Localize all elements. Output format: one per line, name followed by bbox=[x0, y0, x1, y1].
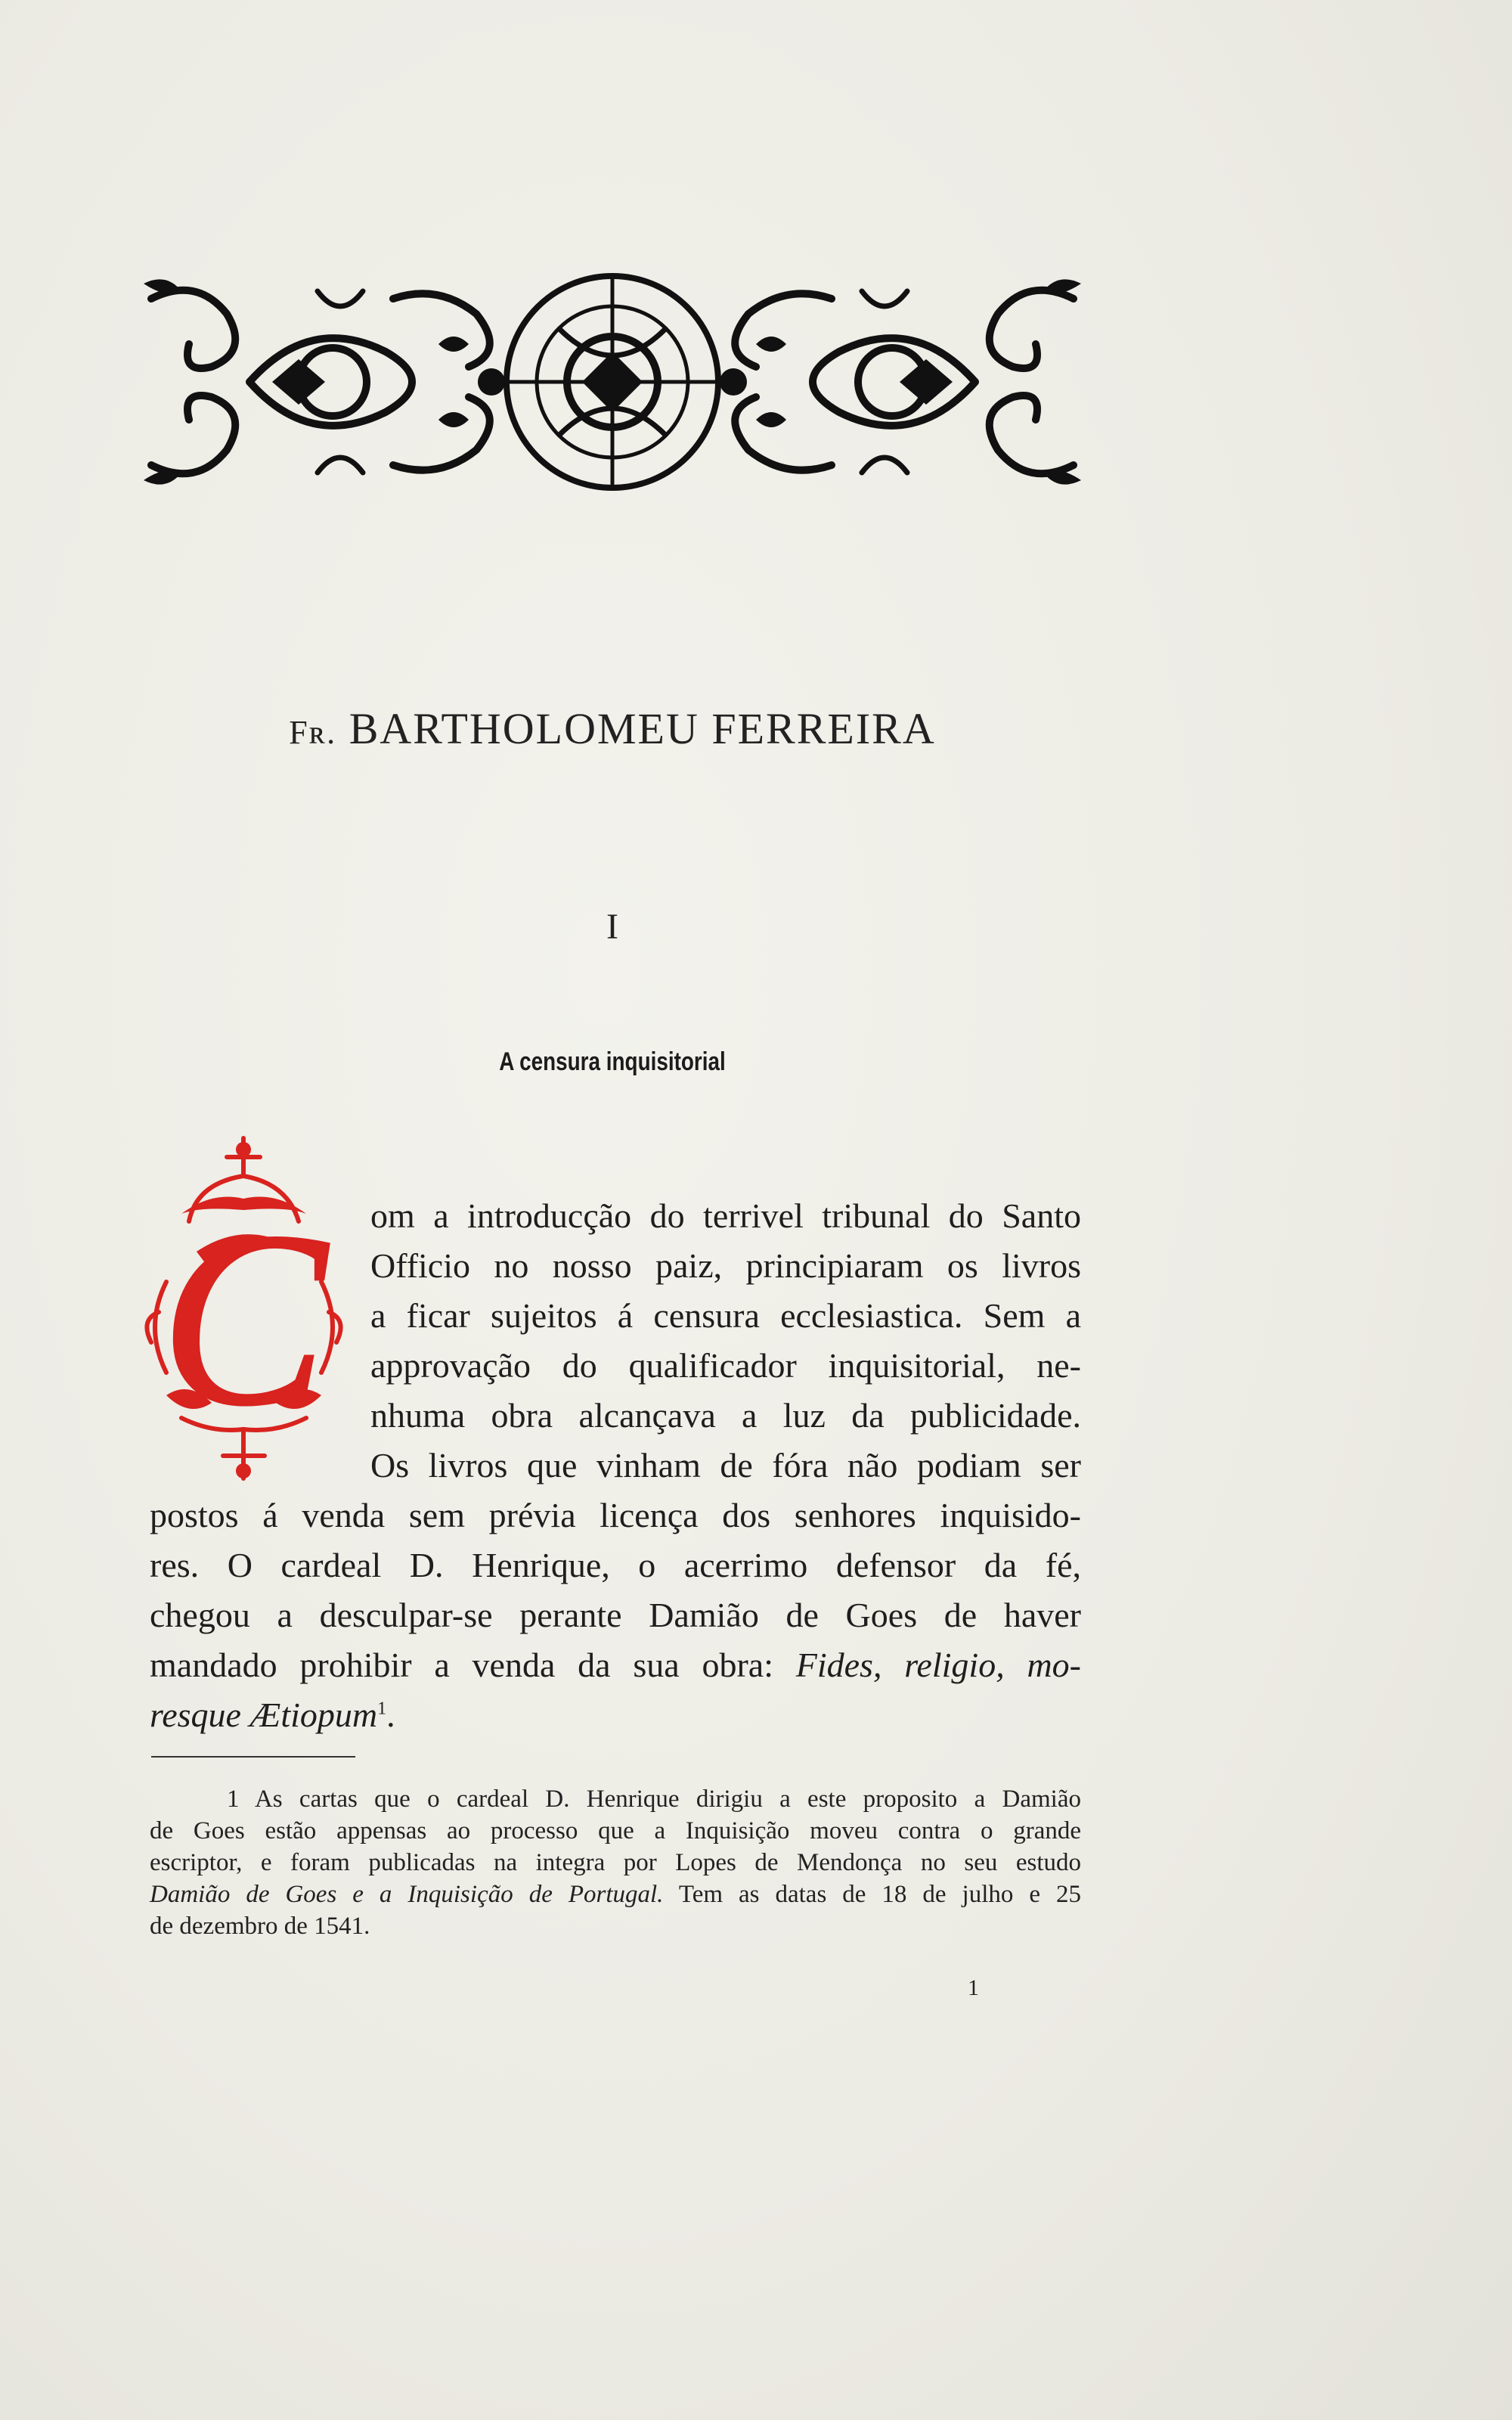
body-line-2: Officio no nosso paiz, principiaram os livros bbox=[370, 1246, 1081, 1285]
footnote-line-2: de Goes estão appensas ao processo que a Inquisição moveu contra o grande bbox=[150, 1817, 1081, 1844]
footnote-line-1-text: As cartas que o cardeal D. Henrique dirigiu a este proposito a Damião bbox=[254, 1786, 1081, 1813]
body-line-11 bbox=[150, 1698, 1081, 1733]
header-ornament bbox=[136, 268, 1089, 495]
body-line-4: approvação do qualificador inquisitorial, ne- bbox=[370, 1346, 1081, 1385]
book-title-italic-1: Fides, religio, mo- bbox=[795, 1646, 1082, 1684]
chapter-number: I bbox=[606, 907, 618, 947]
footnote-line-1 bbox=[227, 1787, 1081, 1812]
final-period: . bbox=[386, 1696, 395, 1734]
title-text: BARTHOLOMEU FERREIRA bbox=[349, 704, 936, 753]
body-line-9: chegou a desculpar-se perante Damião de Goes de haver bbox=[150, 1596, 1081, 1634]
body-line-5: nhuma obra alcançava a luz da publicidade. bbox=[370, 1396, 1081, 1435]
footnote-divider bbox=[151, 1756, 355, 1758]
book-title-italic-2: resque Ætiopum bbox=[150, 1696, 378, 1734]
body-line-10-text: mandado prohibir a venda da sua obra: bbox=[150, 1646, 773, 1684]
footnote-line-3: escriptor, e foram publicadas na integra por Lopes de Mendonça no seu estudo bbox=[150, 1849, 1081, 1876]
body-line-10 bbox=[150, 1648, 1081, 1683]
dropcap-letter: C bbox=[160, 1181, 327, 1457]
body-line-8: res. O cardeal D. Henrique, o acerrimo defensor da fé, bbox=[150, 1546, 1081, 1584]
body-line-3: a ficar sujeitos á censura ecclesiastica. Sem a bbox=[370, 1296, 1081, 1335]
footnote-book-title: Damião de Goes e a Inquisição de Portugal. bbox=[150, 1881, 664, 1908]
page-number: 1 bbox=[968, 1975, 979, 2000]
footnote-line-4-rest: Tem as datas de 18 de julho e 25 bbox=[678, 1881, 1082, 1908]
title-prefix: Fʀ. bbox=[289, 714, 337, 751]
page-title bbox=[0, 703, 1225, 754]
footnote-number: 1 bbox=[227, 1786, 240, 1813]
body-line-7: postos á venda sem prévia licença dos senhores inquisido- bbox=[150, 1496, 1081, 1534]
dropcap-ornament bbox=[136, 1131, 352, 1486]
section-title: A censura inquisitorial bbox=[499, 1047, 726, 1076]
footnote-line-4 bbox=[150, 1882, 1081, 1907]
footnote-reference[interactable]: 1 bbox=[377, 1699, 387, 1719]
body-line-6: Os livros que vinham de fóra não podiam ser bbox=[370, 1446, 1081, 1485]
footnote-line-5: de dezembro de 1541. bbox=[150, 1913, 370, 1940]
body-line-1: om a introducção do terrivel tribunal do Santo bbox=[370, 1196, 1081, 1235]
